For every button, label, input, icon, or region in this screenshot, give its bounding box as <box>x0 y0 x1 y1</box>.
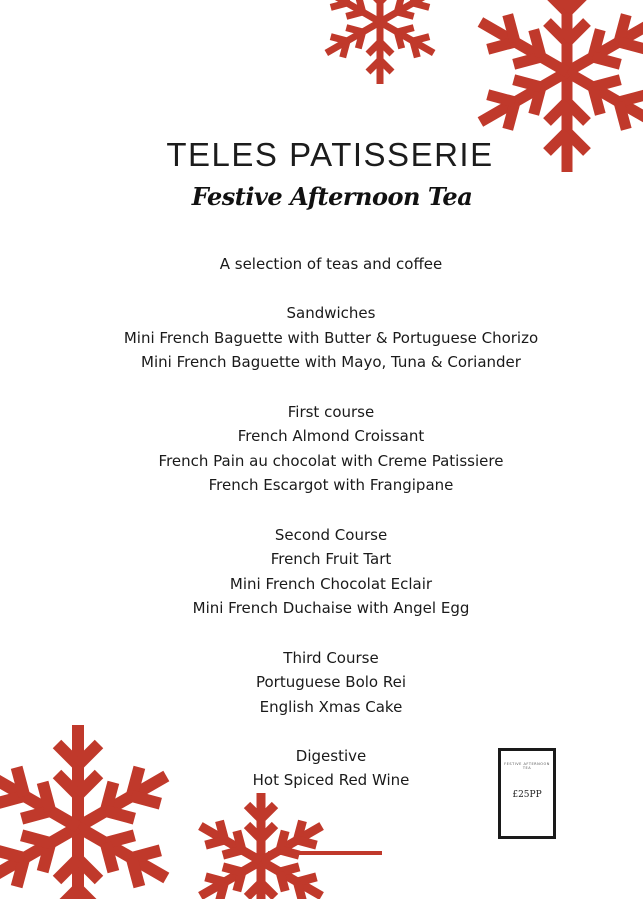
price-label: £25PP <box>512 790 542 800</box>
section-heading: First course <box>287 402 375 421</box>
menu-section <box>0 523 643 621</box>
menu-section <box>0 252 643 277</box>
menu-item: French Pain au chocolat with Creme Patissiere <box>158 451 504 470</box>
menu-item: English Xmas Cake <box>259 697 403 716</box>
menu-item: Mini French Chocolat Eclair <box>229 574 433 593</box>
page-title: TELES PATISSERIE <box>166 136 494 173</box>
menu-item: Mini French Baguette with Butter & Portuguese Chorizo <box>123 328 539 347</box>
section-heading: A selection of teas and coffee <box>219 255 443 273</box>
price-card <box>498 748 556 839</box>
section-heading: Sandwiches <box>286 304 376 323</box>
menu-item: Hot Spiced Red Wine <box>252 771 410 790</box>
menu-item: Mini French Baguette with Mayo, Tuna & Coriander <box>141 353 521 372</box>
menu-item: French Escargot with Frangipane <box>208 476 454 495</box>
menu-section <box>0 301 643 375</box>
menu-item: Portuguese Bolo Rei <box>255 673 407 692</box>
price-card-label: FESTIVE AFTERNOON TEA <box>504 762 550 770</box>
snowflake-icon <box>305 0 455 100</box>
menu-section <box>0 646 643 720</box>
menu-list <box>0 252 643 818</box>
menu-item: French Almond Croissant <box>237 427 425 446</box>
section-heading: Second Course <box>274 525 388 544</box>
divider <box>268 851 382 855</box>
menu-item: Mini French Duchaise with Angel Egg <box>192 599 470 618</box>
section-heading: Third Course <box>283 648 379 667</box>
menu-item: French Fruit Tart <box>270 550 392 569</box>
section-heading: Digestive <box>295 746 367 765</box>
page-subtitle: Festive Afternoon Tea <box>191 182 473 211</box>
menu-section <box>0 400 643 498</box>
